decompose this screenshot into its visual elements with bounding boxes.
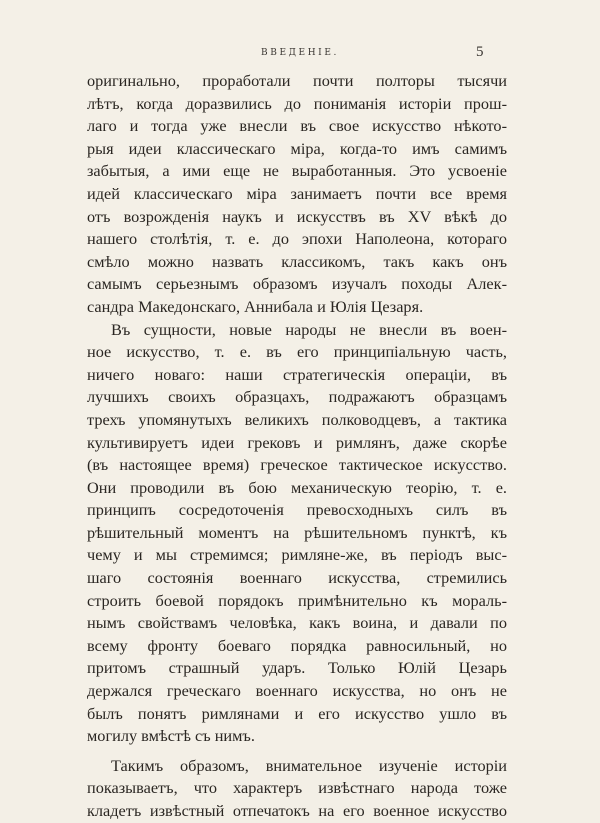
text-line: Они проводили въ бою механическую теорію, т. е. (87, 477, 507, 497)
text-line: притомъ страшный ударъ. Только Юлій Цезарь (87, 658, 507, 678)
text-line: самымъ серьезнымъ образомъ изучалъ походы Алек- (87, 274, 507, 294)
text-line: идей классическаго міра занимаетъ почти все время (87, 183, 507, 203)
text-line: рѣшительный моментъ на рѣшительномъ пунктѣ, къ (87, 522, 507, 542)
text-line: (въ настоящее время) греческое тактическое искусство. (87, 455, 507, 475)
text-line: лаго и тогда уже внесли въ свое искусство нѣкото- (87, 116, 507, 136)
running-header: ВВЕДЕНІЕ. (261, 48, 339, 58)
text-line: ное искусство, т. е. въ его принципіальную часть, (87, 342, 507, 362)
text-line: сандра Македонскаго, Аннибала и Юлія Цезаря. (87, 296, 424, 316)
text-line: лѣтъ, когда доразвились до пониманія исторіи прош- (87, 93, 507, 113)
text-line: оригинально, проработали почти полторы тысячи (87, 71, 507, 90)
text-line: Такимъ образомъ, внимательное изученіе исторіи (111, 755, 507, 775)
text-line: лучшихъ своихъ образцахъ, подражаютъ образцамъ (87, 387, 507, 407)
text-line: рыя идеи классическаго міра, когда-то имъ самимъ (87, 138, 507, 158)
text-line: былъ понятъ римлянами и его искусство ушло въ (87, 703, 507, 723)
text-line: всему фронту боеваго порядка равносильный, но (87, 635, 507, 655)
paragraph-2 (87, 319, 507, 748)
body-text (87, 70, 507, 823)
text-line: культивируетъ идеи грековъ и римлянъ, даже скорѣе (87, 432, 507, 452)
paragraph-1 (87, 70, 507, 319)
text-line: принципъ сосредоточенія превосходныхъ силъ въ (87, 500, 507, 520)
text-line: ничего новаго: наши стратегическія операціи, въ (87, 364, 507, 384)
text-line: держался греческаго военнаго искусства, но онъ не (87, 681, 507, 701)
page-number: 5 (476, 44, 484, 60)
text-line: нымъ свойствамъ человѣка, какъ воина, и давали по (87, 613, 507, 633)
text-line: чему и мы стремимся; римляне-же, въ періодъ выс- (87, 545, 507, 565)
text-line: забытыя, а ими еще не выработанныя. Это усвоеніе (87, 161, 507, 181)
text-line: кладетъ извѣстный отпечатокъ на его военное искусство (87, 801, 507, 820)
paragraph-3 (87, 755, 507, 823)
text-line: могилу вмѣстѣ съ нимъ. (87, 726, 255, 746)
text-line: смѣло можно назвать классикомъ, такъ какъ онъ (87, 251, 507, 271)
text-line: отъ возрожденія наукъ и искусствъ въ XV вѣкѣ до (87, 206, 507, 226)
text-line: Въ сущности, новые народы не внесли въ воен- (111, 319, 507, 339)
text-line: трехъ упомянутыхъ великихъ полководцевъ, а тактика (87, 409, 507, 429)
text-line: нашего столѣтія, т. е. до эпохи Наполеона, котораго (87, 229, 507, 249)
text-line: строить боевой порядокъ примѣнительно къ мораль- (87, 590, 507, 610)
text-line: показываетъ, что характеръ извѣстнаго народа тоже (87, 778, 507, 798)
text-line: шаго состоянія военнаго искусства, стремились (87, 568, 507, 588)
